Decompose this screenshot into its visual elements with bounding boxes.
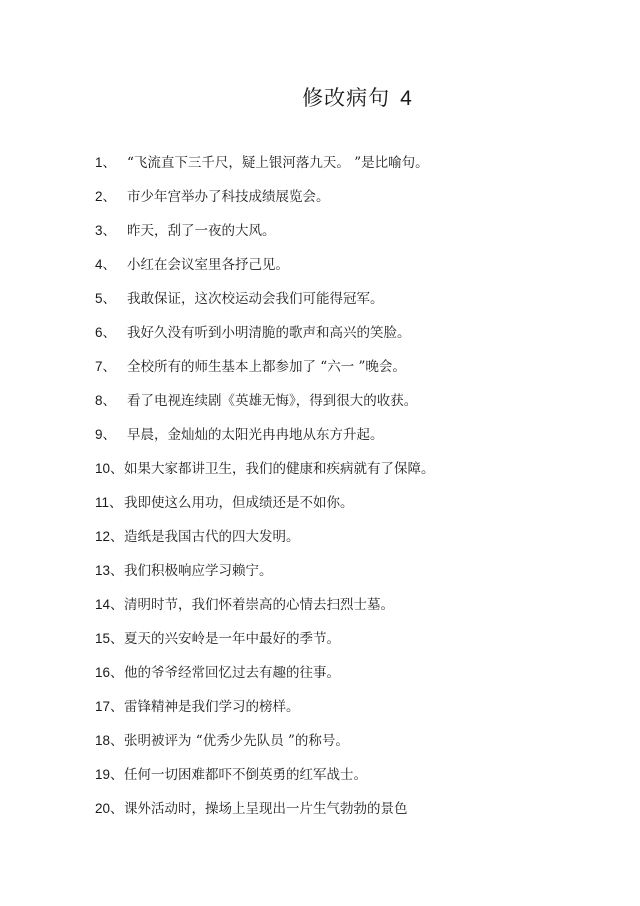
item-text: 市少年宫举办了科技成绩展览会。 xyxy=(127,189,330,205)
item-number: 4、 xyxy=(95,257,117,272)
item-text: 小红在会议室里各抒己见。 xyxy=(127,257,289,273)
list-item xyxy=(95,214,615,248)
item-number: 19、 xyxy=(95,767,124,782)
list-item xyxy=(95,554,615,588)
item-number: 3、 xyxy=(95,223,117,238)
item-number: 17、 xyxy=(95,699,124,714)
item-number: 20、 xyxy=(95,801,124,816)
item-text: 任何一切困难都吓不倒英勇的红军战士。 xyxy=(124,767,367,783)
item-text: 清明时节，我们怀着崇高的心情去扫烈士墓。 xyxy=(124,597,394,613)
item-number: 8、 xyxy=(95,393,117,408)
list-item xyxy=(95,418,615,452)
sentence-list xyxy=(95,146,615,826)
item-number: 11、 xyxy=(95,495,123,510)
item-text: “飞流直下三千尺，疑上银河落九天。 ”是比喻句。 xyxy=(127,155,429,171)
list-item xyxy=(95,588,615,622)
list-item xyxy=(95,384,615,418)
item-text: 我们积极响应学习赖宁。 xyxy=(124,563,273,579)
list-item xyxy=(95,350,615,384)
item-text: 课外活动时，操场上呈现出一片生气勃勃的景色 xyxy=(124,801,408,817)
item-number: 18、 xyxy=(95,733,124,748)
item-number: 7、 xyxy=(95,359,117,374)
item-number: 10、 xyxy=(95,461,124,476)
item-number: 16、 xyxy=(95,665,124,680)
item-number: 6、 xyxy=(95,325,117,340)
item-number: 1、 xyxy=(95,155,117,170)
list-item xyxy=(95,282,615,316)
list-item xyxy=(95,180,615,214)
item-text: 张明被评为 “优秀少先队员 ”的称号。 xyxy=(124,733,349,749)
item-text: 我敢保证，这次校运动会我们可能得冠军。 xyxy=(127,291,384,307)
list-item xyxy=(95,792,615,826)
item-number: 12、 xyxy=(95,529,124,544)
item-text: 我好久没有听到小明清脆的歌声和高兴的笑脸。 xyxy=(127,325,411,341)
list-item xyxy=(95,146,615,180)
item-text: 雷锋精神是我们学习的榜样。 xyxy=(124,699,300,715)
item-text: 早晨，金灿灿的太阳光冉冉地从东方升起。 xyxy=(127,427,384,443)
list-item xyxy=(95,316,615,350)
list-item xyxy=(95,622,615,656)
list-item xyxy=(95,690,615,724)
item-text: 全校所有的师生基本上都参加了 “六一 ”晚会。 xyxy=(127,359,406,375)
item-text: 昨天，刮了一夜的大风。 xyxy=(127,223,276,239)
item-number: 9、 xyxy=(95,427,117,442)
list-item xyxy=(95,486,615,520)
item-number: 14、 xyxy=(95,597,124,612)
item-text: 看了电视连续剧《英雄无悔》，得到很大的收获。 xyxy=(127,393,418,409)
list-item xyxy=(95,656,615,690)
item-text: 如果大家都讲卫生，我们的健康和疾病就有了保障。 xyxy=(124,461,435,477)
item-text: 我即使这么用功，但成绩还是不如你。 xyxy=(124,495,354,511)
item-number: 15、 xyxy=(95,631,124,646)
list-item xyxy=(95,248,615,282)
item-number: 13、 xyxy=(95,563,124,578)
page-title-number: 4 xyxy=(400,87,413,110)
list-item xyxy=(95,452,615,486)
list-item xyxy=(95,758,615,792)
item-text: 他的爷爷经常回忆过去有趣的往事。 xyxy=(124,665,340,681)
item-number: 5、 xyxy=(95,291,117,306)
item-text: 夏天的兴安岭是一年中最好的季节。 xyxy=(124,631,340,647)
item-text: 造纸是我国古代的四大发明。 xyxy=(124,529,300,545)
list-item xyxy=(95,724,615,758)
page-title-text: 修改病句 xyxy=(302,86,391,110)
page-title xyxy=(0,82,640,112)
item-number: 2、 xyxy=(95,189,117,204)
list-item xyxy=(95,520,615,554)
